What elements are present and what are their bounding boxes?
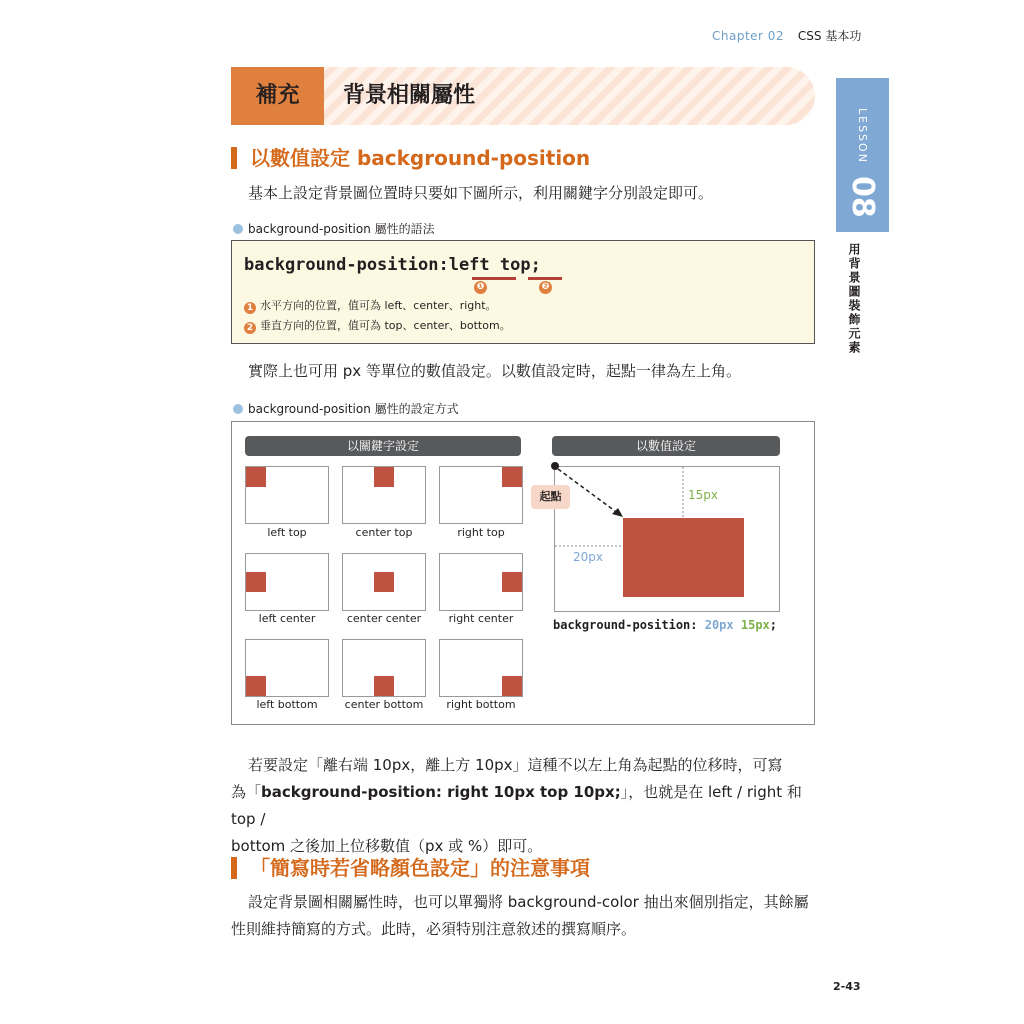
- numeric-code: [553, 618, 777, 632]
- offset-x-label: 20px: [573, 550, 603, 564]
- section-label: CSS 基本功: [797, 29, 862, 43]
- syntax-property: background-position:: [244, 255, 449, 275]
- topic-banner: [231, 67, 815, 125]
- label-left-top: left top: [267, 526, 307, 539]
- keyword-title: 以關鍵字設定: [245, 436, 521, 456]
- caption-bullet-icon: [233, 224, 243, 234]
- origin-arrow-head: [612, 508, 623, 517]
- code-end: ;: [769, 618, 778, 632]
- syntax-note-1: [244, 297, 497, 314]
- section-heading-position: 以數值設定 background-position: [231, 147, 590, 169]
- offset-paragraph: [231, 752, 821, 860]
- note-number: 1: [244, 302, 256, 314]
- underline-1: [472, 277, 516, 280]
- syntax-value-2: top: [499, 255, 531, 275]
- label-left-center: left center: [258, 612, 316, 625]
- label-left-bottom: left bottom: [256, 698, 318, 711]
- offset-line-2: 為「background-position: right 10px top 10px;」，也就是在 left / right 和 top /: [231, 783, 802, 828]
- label-center-bottom: center bottom: [344, 698, 424, 711]
- section-heading-shorthand: 「簡寫時若省略顏色設定」的注意事項: [231, 857, 590, 879]
- syntax-caption: [233, 220, 435, 237]
- syntax-end: ;: [530, 255, 541, 275]
- numeric-paragraph: 實際上也可用 px 等單位的數值設定。以數值設定時，起點一律為左上角。: [248, 362, 741, 380]
- code-x-value: 20px: [704, 618, 734, 632]
- origin-dot: [551, 462, 559, 470]
- banner-title: 背景相關屬性: [343, 83, 476, 108]
- offset-guides: [232, 422, 814, 724]
- offset-code: background-position: right 10px top 10px;: [261, 783, 621, 801]
- intro-paragraph: 基本上設定背景圖位置時只要如下圖所示，利用關鍵字分別設定即可。: [248, 184, 714, 202]
- label-right-bottom: right bottom: [446, 698, 516, 711]
- lesson-number: 08: [845, 176, 880, 218]
- numeric-title: 以數值設定: [552, 436, 780, 456]
- marker-2: ❷: [539, 281, 552, 294]
- code-y-value: 15px: [740, 618, 770, 632]
- label-center-top: center top: [355, 526, 413, 539]
- marker-1: ❶: [474, 281, 487, 294]
- label-center-center: center center: [346, 612, 422, 625]
- syntax-caption-text: background-position 屬性的語法: [248, 222, 435, 236]
- lesson-word: LESSON: [856, 108, 869, 164]
- figure-caption: [233, 400, 459, 417]
- banner-tag: 補充: [231, 67, 324, 125]
- syntax-note-2: [244, 317, 511, 334]
- underline-2: [528, 277, 562, 280]
- offset-line-3: bottom 之後加上位移數值（px 或 %）即可。: [231, 837, 543, 855]
- origin-label: 起點: [531, 485, 570, 509]
- page-number: 2-43: [833, 980, 861, 993]
- syntax-code: [244, 255, 541, 275]
- lesson-tab: [836, 78, 889, 232]
- syntax-box: [231, 240, 815, 344]
- note-text: 水平方向的位置，值可為 left、center、right。: [260, 299, 497, 312]
- label-right-center: right center: [448, 612, 514, 625]
- running-header: [712, 27, 861, 44]
- position-figure: [231, 421, 815, 725]
- code-property: background-position:: [553, 618, 698, 632]
- chapter-label: Chapter 02: [712, 29, 785, 43]
- lesson-side-title: 用背景圖裝飾元素: [847, 243, 861, 355]
- caption-bullet-icon: [233, 404, 243, 414]
- syntax-value-1: left: [448, 255, 490, 275]
- figure-caption-text: background-position 屬性的設定方式: [248, 402, 459, 416]
- label-right-top: right top: [457, 526, 505, 539]
- offset-line-1: 若要設定「離右端 10px，離上方 10px」這種不以左上角為起點的位移時，可寫: [248, 756, 783, 774]
- shorthand-paragraph: 設定背景圖相關屬性時，也可以單獨將 background-color 抽出來個別指定，其餘屬性則維持簡寫的方式。此時，必須特別注意敘述的撰寫順序。: [231, 893, 809, 938]
- note-number: 2: [244, 322, 256, 334]
- note-text: 垂直方向的位置，值可為 top、center、bottom。: [260, 319, 511, 332]
- offset-y-label: 15px: [688, 488, 718, 502]
